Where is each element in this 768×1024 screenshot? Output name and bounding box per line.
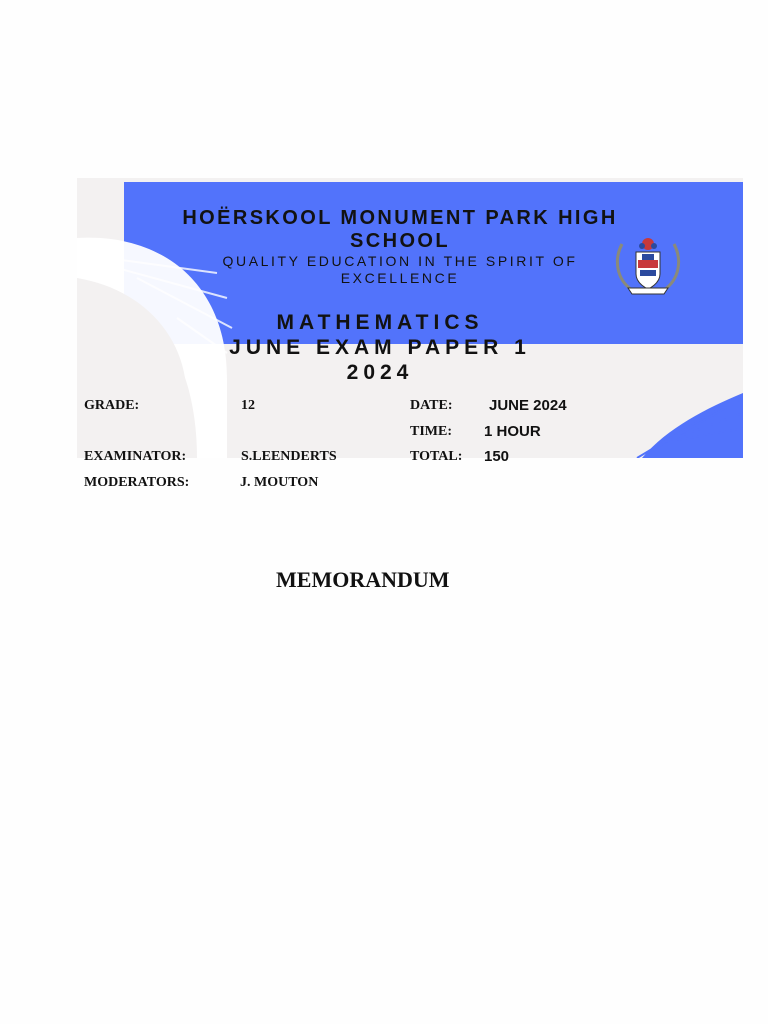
examiner-value: S.LEENDERTS: [241, 449, 337, 464]
school-name-line2: SCHOOL: [350, 230, 450, 252]
date-value: JUNE 2024: [489, 397, 567, 414]
exam-year: 2024: [346, 361, 414, 384]
school-crest-icon: [612, 234, 684, 298]
school-name-line1: HOËRSKOOL MONUMENT PARK HIGH: [182, 207, 618, 229]
moderator-value: J. MOUTON: [240, 475, 319, 490]
exam-heading: [160, 310, 600, 385]
grade-label: GRADE:: [84, 398, 140, 413]
school-motto: [190, 253, 610, 287]
grade-value: 12: [241, 398, 255, 413]
examiner-label: EXAMINATOR:: [84, 449, 187, 464]
total-value: 150: [484, 448, 510, 465]
motto-line2: EXCELLENCE: [340, 270, 460, 286]
moderator-label: MODERATORS:: [84, 475, 190, 490]
motto-line1: QUALITY EDUCATION IN THE SPIRIT OF: [222, 253, 578, 269]
school-name: [150, 207, 650, 253]
date-label: DATE:: [410, 398, 453, 413]
time-label: TIME:: [410, 424, 452, 439]
total-label: TOTAL:: [410, 449, 463, 464]
time-value: 1 HOUR: [484, 423, 541, 440]
document-title: MEMORANDUM: [276, 567, 450, 592]
subject-title: MATHEMATICS: [276, 311, 484, 334]
exam-title: JUNE EXAM PAPER 1: [229, 336, 531, 359]
